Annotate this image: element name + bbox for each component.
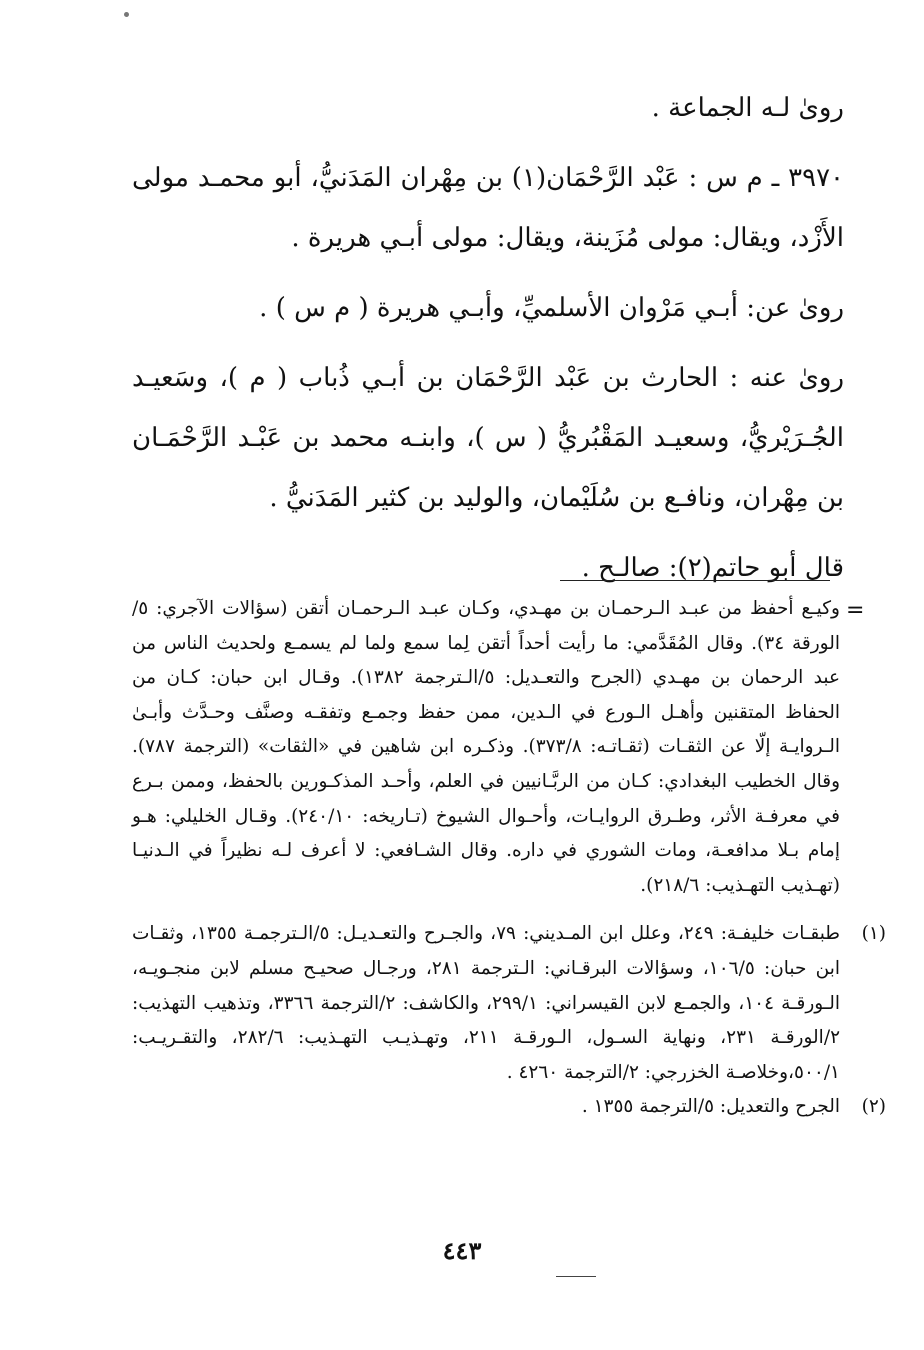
narrators-note: رویٰ لـه الجماعة . (651, 93, 844, 123)
footnote-text: الجرح والتعديل: ٥/الترجمة ١٣٥٥ . (581, 1096, 840, 1118)
footnote-continuation-mark: = (846, 598, 865, 623)
narrated-by: رویٰ عنه : الحارث بن عَبْد الرَّحْمَان بن أبـي ذُباب ( م )، وسَعيـد الجُـرَيْريُّ، وسعيـد المَقْبُريُّ ( س )، وابنـه محمد بن عَبْـد الرَّحْمَـان بن مِهْران، ونافـع بن سُلَيْمان، والوليد بن كثير المَدَنيُّ . (132, 363, 844, 513)
abu-hatim-verdict: قال أبو حاتم(٢): صالـح . (581, 553, 844, 583)
top-speck (124, 12, 129, 17)
page-number: ٤٤٣ (442, 1236, 482, 1265)
footnote-number: (٢) (861, 1096, 886, 1118)
entry-heading: ٣٩٧٠ ـ م س : عَبْد الرَّحْمَان(١) بن مِهْران المَدَنيُّ، أبو محمـد مولى الأَزْد، ويقال: مولى مُزَينة، ويقال: مولى أبـي هريرة . (132, 163, 845, 253)
main-text (132, 78, 844, 598)
bottom-dash (556, 1276, 596, 1277)
narrated-from: رویٰ عن: أبـي مَرْوان الأسلميِّ، وأبـي هريرة ( م س ) . (259, 293, 844, 323)
footnote-separator (560, 580, 830, 581)
footnote-number: (١) (861, 923, 886, 945)
footnote-text: طبقـات خليفـة: ٢٤٩، وعلل ابن المـديني: ٧٩، والجـرح والتعـديـل: ٥/الـترجمـة ١٣٥٥، وثقـات ابن حبان: ١٠٦/٥، وسؤالات البرقـاني: الـترجمة ٢٨١، ورجـال صحيـح مسلم لابن منجـويـه، الـورقـة ١٠٤، والجمـع لابن القيسراني: ٢٩٩/١، والكاشف: ٢/الترجمة ٣٣٦٦، وتذهيب التهذيب: ٢/الورقـة ٢٣١، ونهاية السـول، الـورقـة ٢١١، وتهـذيـب التهـذيب: ٢٨٢/٦، والتقـريـب: ٥٠٠/١،وخلاصـة الخزرجي: ٢/الترجمة ٤٢٦٠ . (132, 923, 841, 1083)
footnote-1 (132, 917, 886, 1090)
footnote-2 (132, 1090, 886, 1125)
footnotes (132, 592, 886, 1125)
footnote-continuation: وكيـع أحفظ من عبـد الـرحمـان بن مهـدي، وكـان عبـد الـرحمـان أتقن (سؤالات الآجري: ٥/الورقة ٣٤). وقال المُقَدَّمي: ما رأيت أحداً أتقن لِما سمع ولما لم يسمـع ولحديث الناس من عبد الرحمان بن مهـدي (الجرح والتعـديل: ٥/الـترجمة ١٣٨٢). وقـال ابن حبان: كـان من الحفاظ المتقنين وأهـل الـورع في الـدين، ممن حفظ وجمـع وتفقـه وصنَّف وحـدَّث وأبـیٰ الـروايـة إلّا عن الثقـات (ثقـاتـه: ٣٧٣/٨). وذكـره ابن شاهين في «الثقات» (الترجمة ٧٨٧). وقال الخطيب البغدادي: كـان من الربَّـانيين في العلم، وأحـد المذكـورين بالحفظ، وممن بـرع في معرفـة الأثر، وطـرق الروايـات، وأحـوال الشيوخ (تـاريخه: ٢٤٠/١٠). وقـال الخليلي: هـو إمام بـلا مدافعـة، ومات الشوري في داره. وقال الشـافعي: لا أعرف لـه نظيراً في الـدنيـا (تهـذيب التهـذيب: ٢١٨/٦). (132, 598, 841, 896)
